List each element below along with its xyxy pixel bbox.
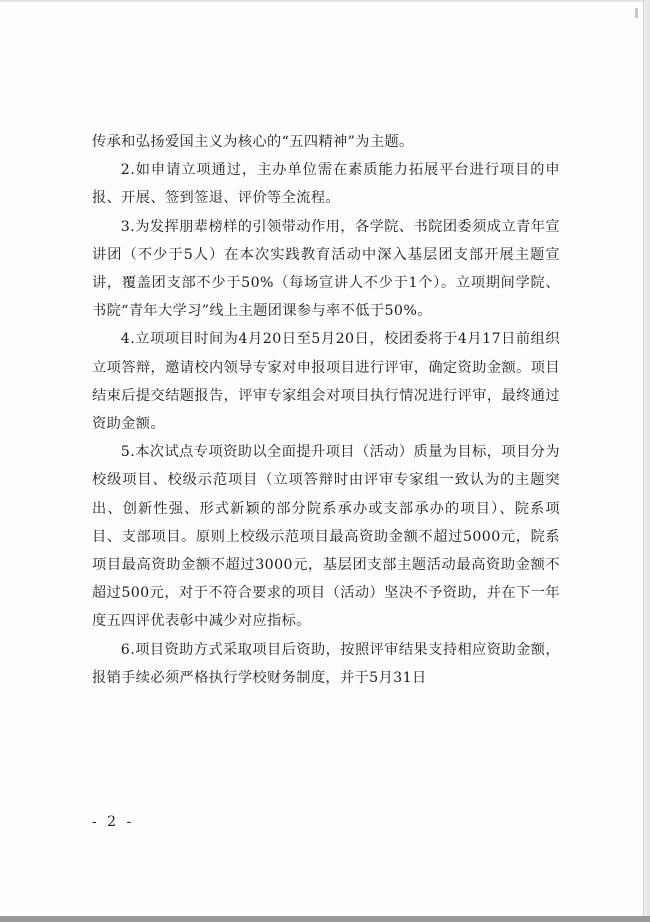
paragraph-continuation: 传承和弘扬爱国主义为核心的“五四精神”为主题。 [92,134,414,150]
scan-mark [635,8,638,18]
paragraph-item-2: 2.如申请立项通过，主办单位需在素质能力拓展平台进行项目的申报、开展、签到签退、评价等全流程。 [92,162,560,207]
paragraph-item-4: 4.立项项目时间为4月20日至5月20日，校团委将于4月17日前组织立项答辩，邀请校内领导专家对申报项目进行评审，确定资助金额。项目结束后提交结题报告，评审专家组会对项目执行情况进行评审，最终通过资助金额。 [92,331,560,433]
right-edge-shadow [644,0,650,922]
top-edge-line [0,0,650,2]
paragraph-item-5: 5.本次试点专项资助以全面提升项目（活动）质量为目标，项目分为校级项目、校级示范项目（立项答辩时由评审专家组一致认为的主题突出、创新性强、形式新颖的部分院系承办或支部承办的项目）、院系项目、支部项目。原则上校级示范项目最高资助金额不超过5000元，院系项目最高资助金额不超过3000元，基层团支部主题活动最高资助金额不超过500元，对于不符合要求的项目（活动）坚决不予资助，并在下一年度五四评优表彰中减少对应指标。 [92,444,560,630]
paragraph-item-6: 6.项目资助方式采取项目后资助，按照评审结果支持相应资助金额，报销手续必须严格执行学校财务制度，并于5月31日 [92,641,560,686]
page-number: - 2 - [92,814,135,830]
document-body [92,128,560,692]
paragraph-item-3: 3.为发挥朋辈榜样的引领带动作用，各学院、书院团委须成立青年宣讲团（不少于5人）在本次实践教育活动中深入基层团支部开展主题宣讲，覆盖团支部不少于50%（每场宣讲人不少于1个）。立项期间学院、书院“青年大学习”线上主题团课参与率不低于50%。 [92,218,560,320]
bottom-scan-bar [0,916,650,922]
